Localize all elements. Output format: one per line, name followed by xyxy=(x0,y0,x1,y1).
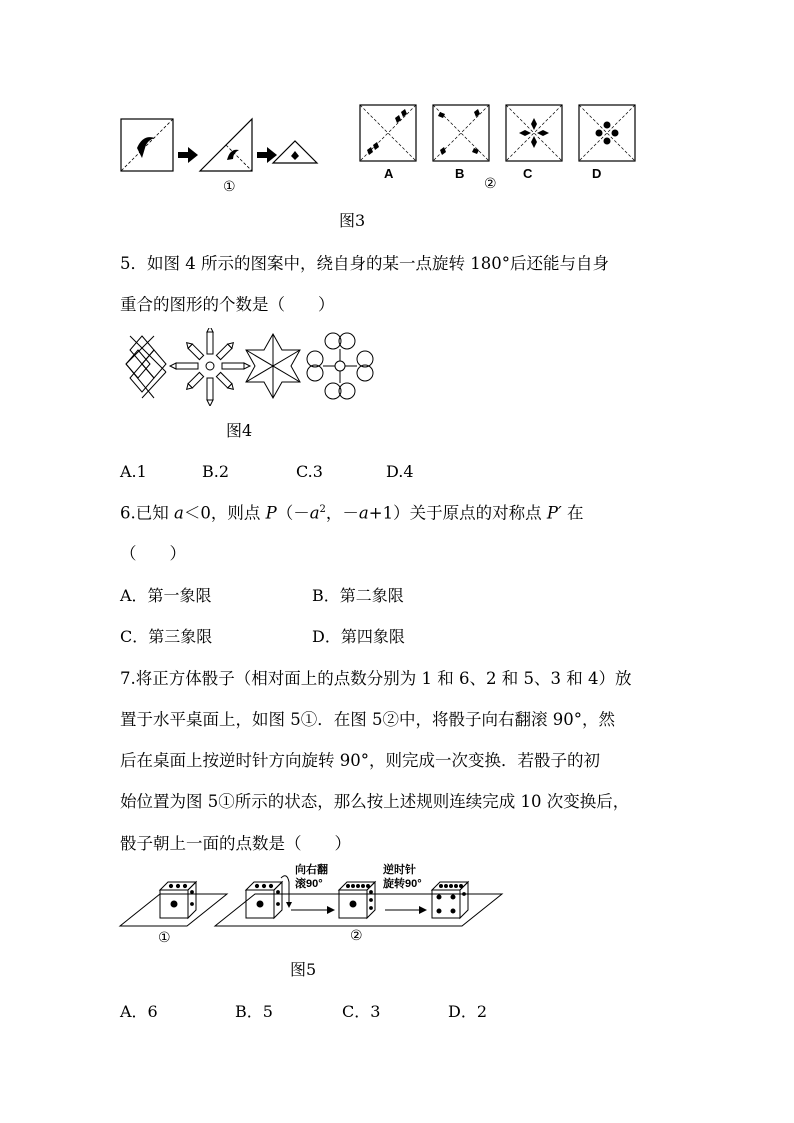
option-a-square xyxy=(360,105,416,161)
q7-line-3: 后在桌面上按逆时针方向旋转 90°，则完成一次变换．若骰子的初 xyxy=(120,751,600,770)
figure-4 xyxy=(120,328,380,406)
figure-5-label-2: ② xyxy=(350,928,363,944)
q6-pre: 6.已知 xyxy=(120,503,174,523)
figure-4-clover xyxy=(307,333,373,399)
q6-a2: a xyxy=(309,503,320,523)
figure-5-step2-label-a: 逆时针 xyxy=(383,864,416,876)
q7-line-5: 骰子朝上一面的点数是（ ） xyxy=(120,834,351,853)
option-c-square xyxy=(506,105,562,161)
figure-3-label-1: ① xyxy=(223,179,236,195)
figure-5-dice-3 xyxy=(339,882,375,918)
q6-option-a[interactable]: A．第一象限 xyxy=(120,586,212,605)
q6-option-b[interactable]: B．第二象限 xyxy=(312,586,404,605)
q6-end: 在 xyxy=(561,503,584,523)
figure-3-option-c: C xyxy=(523,166,533,181)
figure-4-lattice xyxy=(126,336,166,398)
figure-3-caption: 图3 xyxy=(339,211,366,230)
q6-sup2: 2 xyxy=(319,504,326,515)
q5-option-d[interactable]: D.4 xyxy=(386,462,414,481)
q6-tail: +1）关于原点的对称点 xyxy=(368,503,547,523)
figure-3-label-2: ② xyxy=(484,176,497,192)
q6-point2: P′ xyxy=(546,503,562,523)
figure-5-dice-4 xyxy=(432,882,468,918)
q5-line-1: 5．如图 4 所示的图案中，绕自身的某一点旋转 180°后还能与自身 xyxy=(120,254,609,273)
q7-option-c[interactable]: C．3 xyxy=(342,1002,381,1021)
q7-line-4: 始位置为图 5①所示的状态，那么按上述规则连续完成 10 次变换后， xyxy=(120,792,630,811)
q7-option-d[interactable]: D．2 xyxy=(448,1002,488,1021)
figure-5-step1-label-b: 滚90° xyxy=(295,878,323,890)
q7-line-2: 置于水平桌面上，如图 5①．在图 5②中，将骰子向右翻滚 90°，然 xyxy=(120,710,615,729)
q6-option-c[interactable]: C．第三象限 xyxy=(120,627,213,646)
q6-a3: a xyxy=(358,503,369,523)
figure-4-pencils xyxy=(170,328,250,406)
q6-line-1 xyxy=(120,505,583,522)
q6-line-2: （ ） xyxy=(120,544,186,563)
figure-5-step1-label-a: 向右翻 xyxy=(295,864,328,876)
figure-5-dice-2 xyxy=(246,882,282,918)
q6-mid: ，－ xyxy=(325,503,359,523)
q5-option-b[interactable]: B.2 xyxy=(202,462,230,481)
q7-option-b[interactable]: B．5 xyxy=(235,1002,273,1021)
figure-5-step2-label-b: 旋转90° xyxy=(383,878,422,890)
figure-3-options xyxy=(355,100,645,170)
q6-cond: ＜0，则点 xyxy=(183,503,266,523)
figure-4-star xyxy=(246,334,300,398)
q5-option-a[interactable]: A.1 xyxy=(120,462,147,481)
q6-coords-open: （－ xyxy=(276,503,310,523)
q7-line-1: 7.将正方体骰子（相对面上的点数分别为 1 和 6、2 和 5、3 和 4）放 xyxy=(120,669,632,688)
q5-line-2: 重合的图形的个数是（ ） xyxy=(120,295,335,314)
q5-option-c[interactable]: C.3 xyxy=(296,462,323,481)
q6-option-d[interactable]: D．第四象限 xyxy=(312,627,405,646)
figure-3-option-a: A xyxy=(384,166,394,181)
figure-5-dice-1 xyxy=(160,882,196,918)
q7-option-a[interactable]: A．6 xyxy=(120,1002,158,1021)
figure-4-caption: 图4 xyxy=(226,421,253,440)
option-b-square xyxy=(433,105,489,161)
figure-3-option-b: B xyxy=(455,166,465,181)
figure-5-caption: 图5 xyxy=(290,960,317,979)
q6-point: P xyxy=(265,503,277,523)
figure-3-option-d: D xyxy=(592,166,602,181)
option-d-square xyxy=(579,105,635,161)
q6-var-a: a xyxy=(174,503,184,523)
figure-5-label-1: ① xyxy=(158,930,171,946)
